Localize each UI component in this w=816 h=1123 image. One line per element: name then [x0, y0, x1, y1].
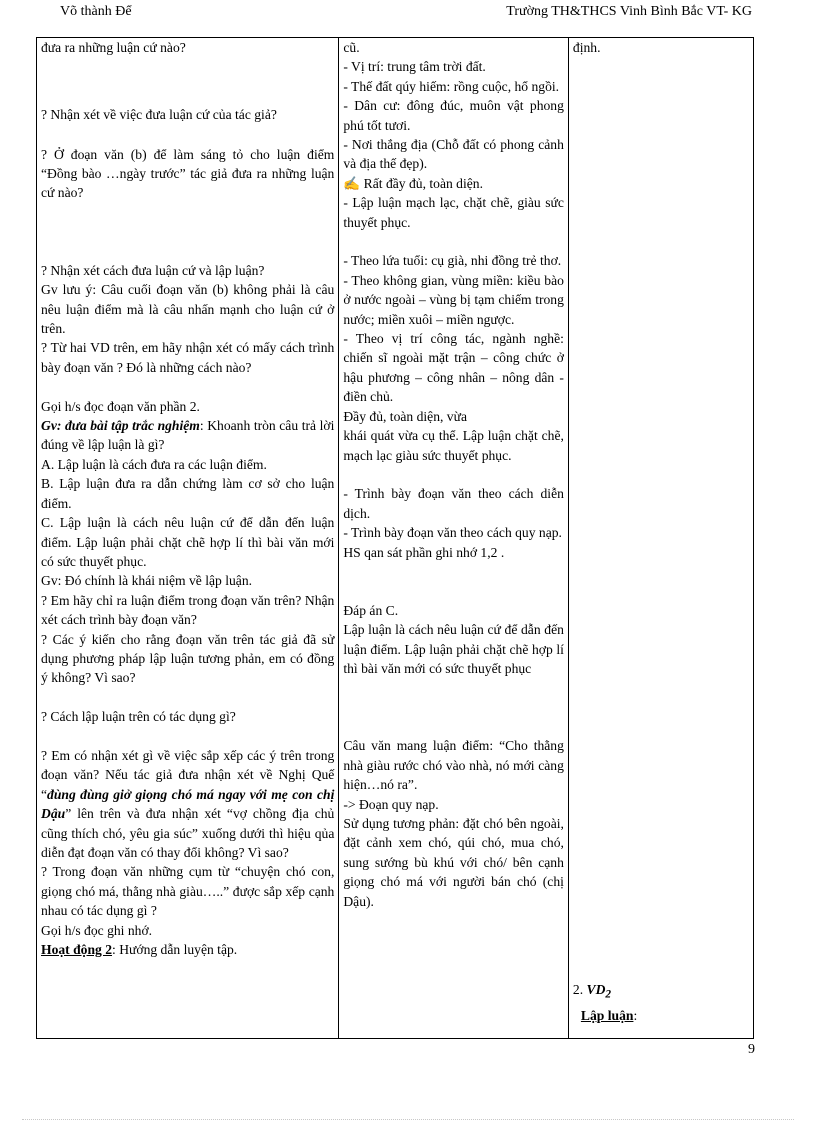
- text-span: : Hướng dẫn luyện tập.: [112, 942, 238, 957]
- text-line: - Nơi thắng địa (Chỗ đất có phong cảnh và địa thế đẹp).: [343, 137, 564, 172]
- text-line: Đầy đủ, toàn diện, vừa: [343, 408, 467, 424]
- text-line: - Dân cư: đông đúc, muôn vật phong phú tốt tươi.: [343, 98, 564, 133]
- text-span: : Khoanh tròn câu trả lời đúng về lập luận là gì?: [41, 418, 335, 453]
- text-line: Gọi h/s đọc ghi nhớ.: [41, 922, 153, 938]
- text-line: định.: [572, 40, 601, 55]
- page-divider: [22, 1119, 794, 1120]
- text-span: đùng đùng giở giọng chó má ngay với mẹ con chị Dậu: [41, 786, 335, 822]
- text-line: đưa ra những luận cứ nào?: [41, 40, 186, 55]
- text-line: - Trình bày đoạn văn theo cách quy nạp.: [343, 525, 562, 541]
- text-span: ” lên trên và đưa nhận xét “vợ chồng địa chủ cũng thích chó, yêu gia súc” xuống dưới thì hiệu qủa diễn đạt đoạn văn có thay đổi không? Vì sao?: [41, 806, 335, 860]
- text-line: Gv: Đó chính là khái niệm về lập luận.: [41, 573, 253, 589]
- text-line: - Theo vị trí công tác, ngành nghề: chiến sĩ ngoài mặt trận – công chức ở hậu phương – công nhân – nông dân - điền chủ.: [343, 331, 564, 405]
- text-span: Gv: đưa bài tập trắc nghiệm: [41, 418, 200, 434]
- text-line: - Theo lứa tuổi: cụ già, nhi đồng trẻ thơ.: [343, 253, 562, 269]
- text-line: - Lập luận mạch lạc, chặt chẽ, giàu sức thuyết phục.: [343, 195, 564, 230]
- student-activity-cell: [339, 38, 569, 1039]
- teacher-activity-cell: [37, 38, 339, 1039]
- text-line: ? Cách lập luận trên có tác dụng gì?: [41, 709, 236, 725]
- text-line: [573, 980, 749, 1005]
- text-line: A. Lập luận là cách đưa ra các luận điểm.: [41, 456, 267, 472]
- text-line: - Trình bày đoạn văn theo cách diễn dịch.: [343, 486, 564, 521]
- text-line: Gv lưu ý: Câu cuối đoạn văn (b) không phải là câu nêu luận điểm mà là câu nhấn mạnh cho luận cứ ở trên.: [41, 282, 335, 337]
- text-line: Lập luận là cách nêu luận cứ để dẫn đến luận điểm. Lập luận phải chặt chẽ hợp lí thì bài văn mới có sức thuyết phục: [343, 622, 564, 676]
- text-line: C. Lập luận là cách nêu luận cứ để dẫn đến luận điểm. Lập luận phải chặt chẽ hợp lí thì bài văn mới có sức thuyết phục.: [41, 515, 335, 569]
- text-line: - Thế đất qúy hiếm: rồng cuộc, hổ ngồi.: [343, 78, 560, 94]
- text-span: 2: [605, 989, 612, 1002]
- text-line: ? Trong đoạn văn những cụm từ “chuyện chó con, giọng chó má, thằng nhà giàu…..” được sắp xếp cạnh nhau có tác dụng gì ?: [41, 864, 335, 919]
- table-row: [37, 38, 754, 1039]
- text-line: Câu văn mang luận điểm: “Cho thằng nhà giàu rước chó vào nhà, nó mới càng hiện…nó ra”.: [343, 738, 564, 793]
- text-line: ? Nhận xét về việc đưa luận cứ của tác giả?: [41, 107, 277, 123]
- page-header: [42, 2, 754, 22]
- text-line: Sử dụng tương phản: đặt chó bên ngoài, đặt cảnh xem chó, qúi chó, mua chó, sung sướng bù khú với chó/ bên cạnh giọng chó má với người bán chó (chị Dậu).: [343, 815, 564, 909]
- text-line: ? Các ý kiến cho rằng đoạn văn trên tác giả đã sử dụng phương pháp lập luận tương phản, em có đồng ý không? Vì sao?: [41, 631, 335, 686]
- text-line: HS qan sát phần ghi nhớ 1,2 .: [343, 544, 505, 560]
- content-cell: [568, 38, 753, 1039]
- header-author: Võ thành Để: [60, 4, 132, 19]
- text-line: [41, 940, 334, 959]
- text-line: [41, 416, 334, 455]
- text-line: -> Đoạn quy nạp.: [343, 796, 439, 812]
- text-line: cũ.: [343, 40, 360, 55]
- text-line: Gọi h/s đọc đoạn văn phần 2.: [41, 398, 200, 414]
- text-line: - Vị trí: trung tâm trời đất.: [343, 59, 486, 75]
- text-line: B. Lập luận đưa ra dẫn chứng làm cơ sở cho luận điểm.: [41, 476, 335, 511]
- text-line: - Theo không gian, vùng miền: kiều bào ở nước ngoài – vùng bị tạm chiếm trong nước; miền xuôi – miền ngược.: [343, 272, 564, 327]
- text-line: khái quát vừa cụ thể. Lập luận chặt chẽ, mạch lạc giàu sức thuyết phục.: [343, 428, 564, 463]
- text-span: Hoạt động 2: [41, 942, 113, 957]
- header-school: Trường TH&THCS Vinh Bình Bắc VT- KG: [506, 4, 752, 19]
- text-line: ? Từ hai VD trên, em hãy nhận xét có mấy cách trình bày đoạn văn ? Đó là những cách nào?: [41, 340, 335, 375]
- text-line: [573, 1006, 749, 1025]
- text-line: [41, 746, 334, 862]
- text-line: ? Em hãy chỉ ra luận điểm trong đoạn văn trên? Nhận xét cách trình bày đoạn văn?: [41, 592, 335, 628]
- text-line: Đáp án C.: [343, 602, 399, 618]
- page-number: 9: [748, 1042, 755, 1057]
- text-line: ✍ Rất đầy đủ, toàn diện.: [343, 175, 483, 191]
- lesson-table: [36, 37, 754, 1039]
- text-span: ? Em có nhận xét gì về việc sắp xếp các ý trên trong đoạn văn? Nếu tác giả đưa nhận xét về Nghị Quế “: [41, 747, 335, 802]
- text-line: ? Ở đoạn văn (b) để làm sáng tỏ cho luận điểm “Đồng bào …ngày trước” tác giả đưa ra những luận cứ nào?: [41, 146, 335, 201]
- text-span: 2.: [572, 982, 587, 998]
- text-line: ? Nhận xét cách đưa luận cứ và lập luận?: [41, 262, 265, 278]
- text-span: :: [633, 1007, 638, 1023]
- text-span: Lập luận: [580, 1007, 634, 1023]
- text-span: VD: [586, 982, 606, 998]
